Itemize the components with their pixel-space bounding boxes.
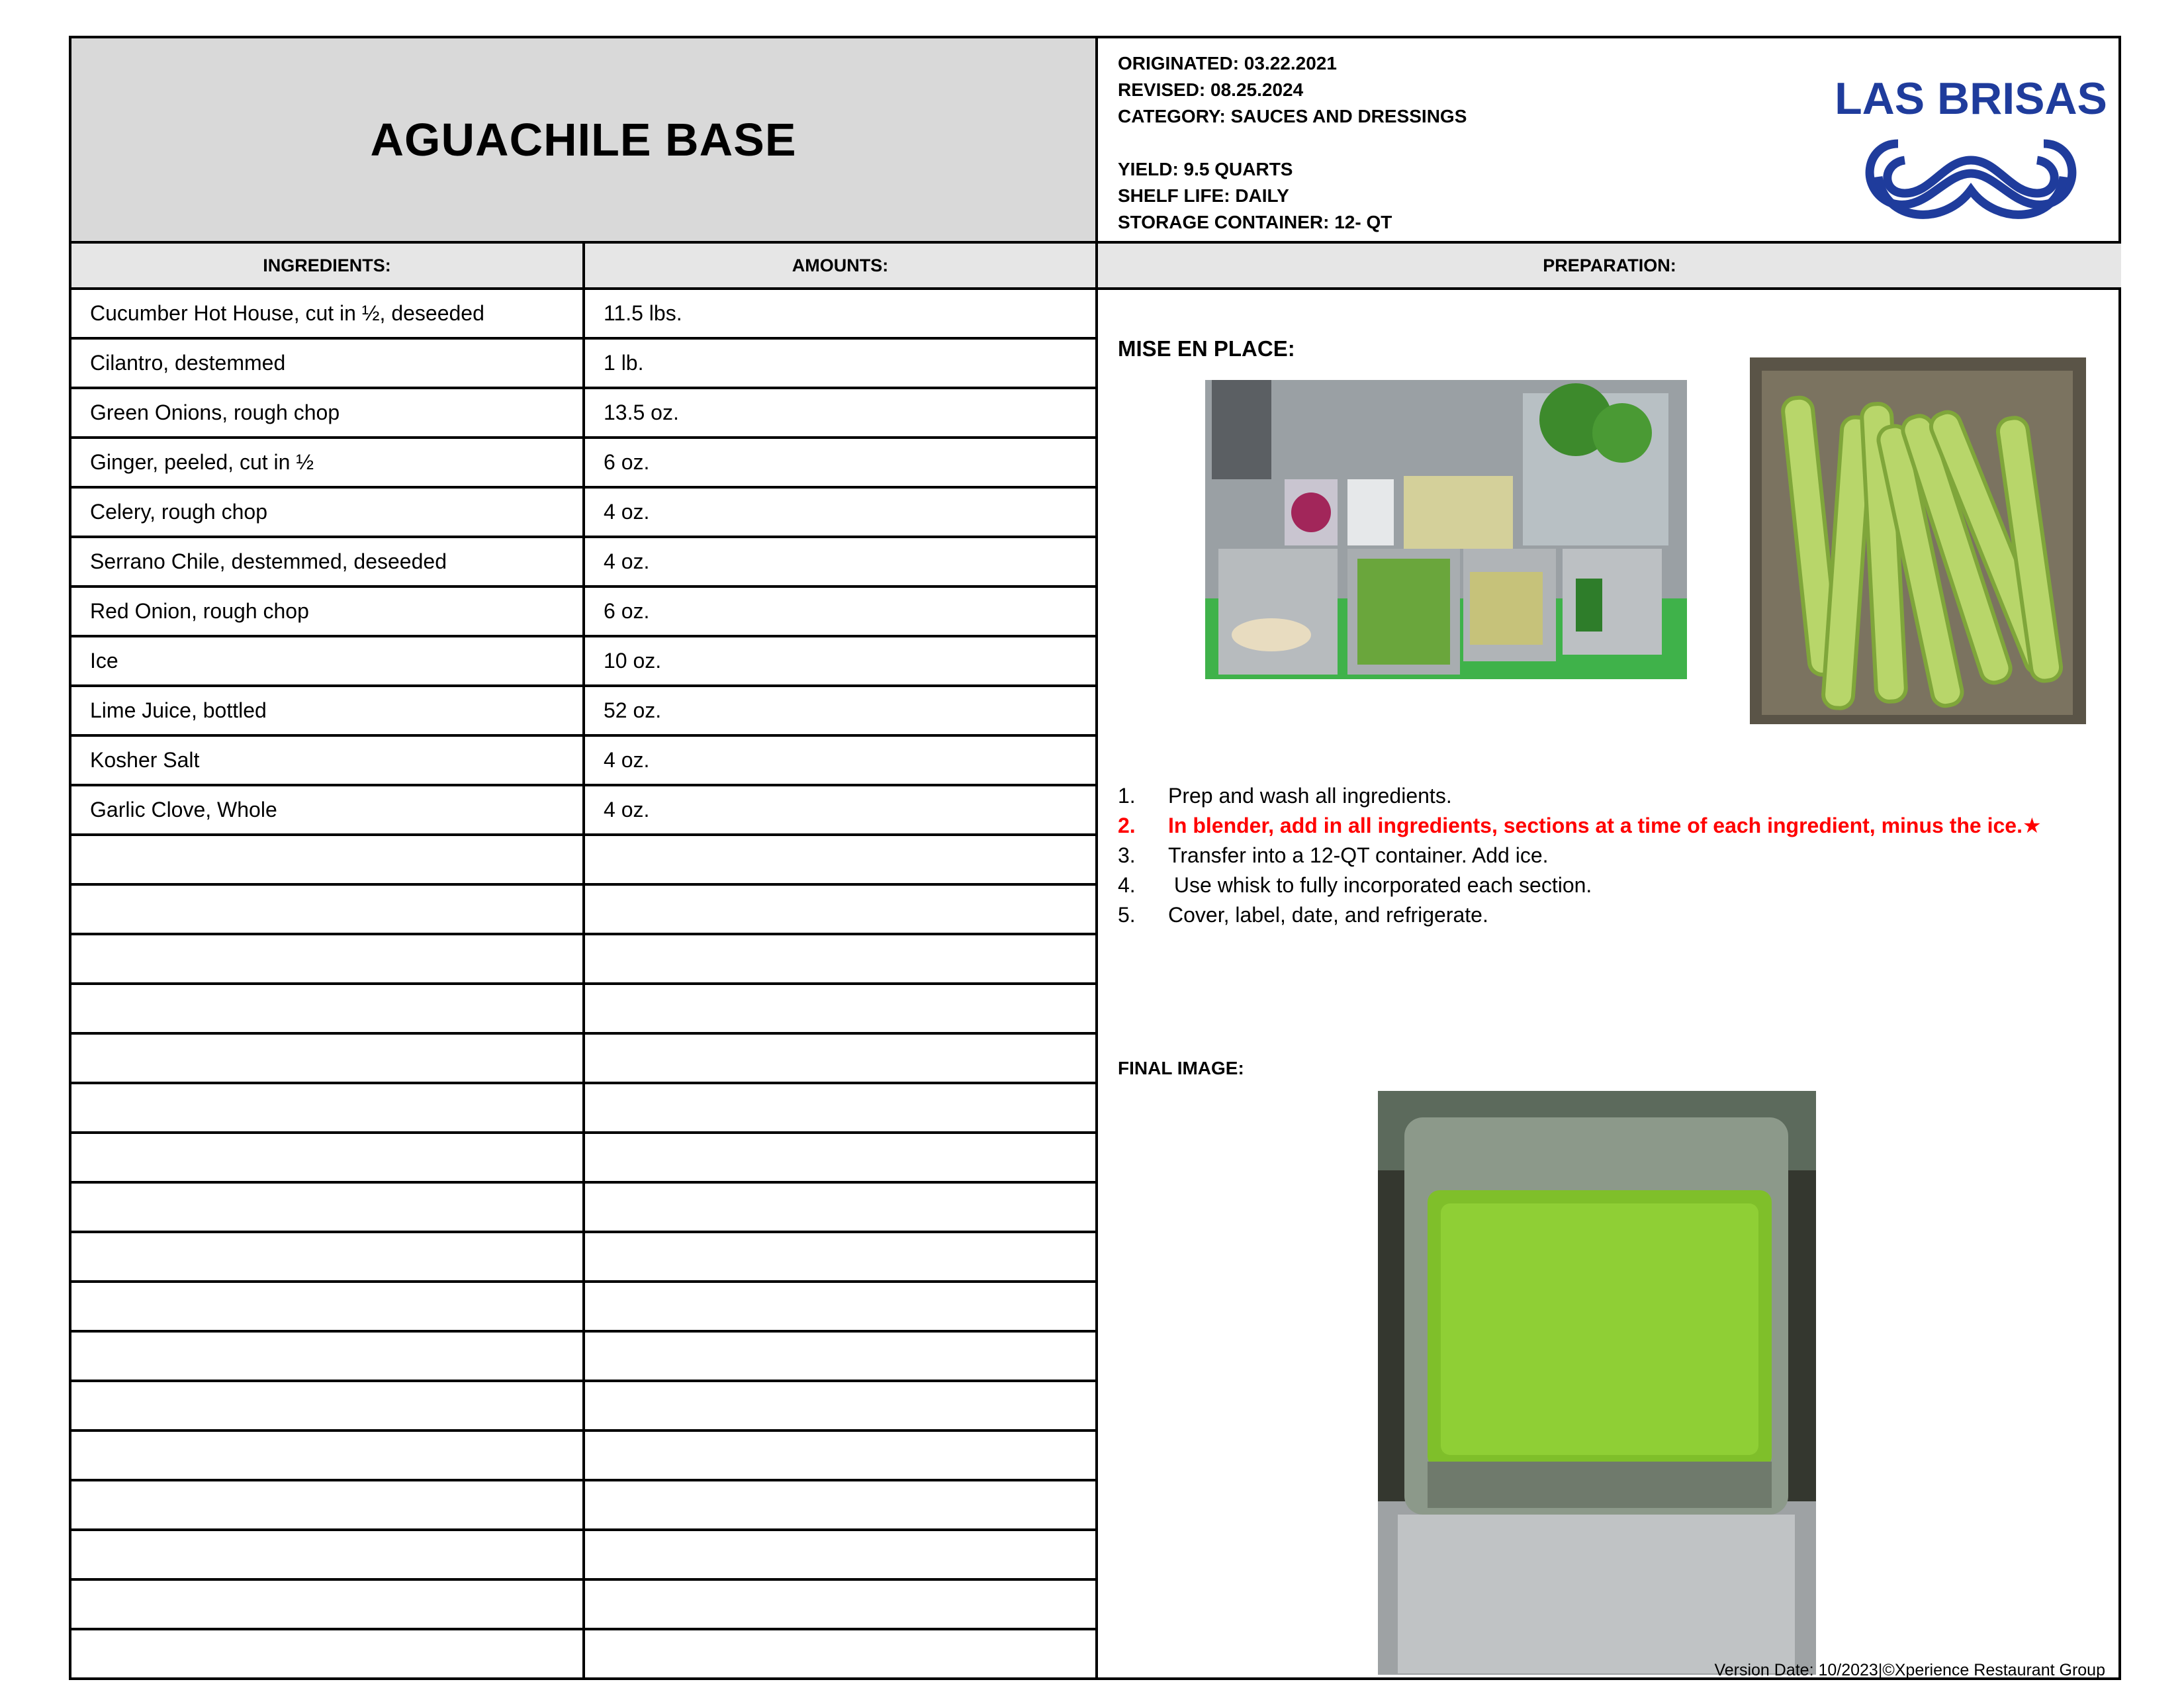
preparation-step xyxy=(1118,781,2042,811)
step-text: Transfer into a 12-QT container. Add ice. xyxy=(1168,843,1549,867)
title-area xyxy=(71,38,1098,244)
las-brisas-logo xyxy=(1835,68,2107,233)
preparation-area xyxy=(1098,290,2121,1680)
ingredient-amount xyxy=(585,1630,1098,1677)
ingredient-amount: 10 oz. xyxy=(585,637,1098,684)
table-row xyxy=(71,489,1098,538)
table-row xyxy=(71,1432,1098,1481)
preparation-step xyxy=(1118,811,2042,841)
ingredient-amount xyxy=(585,886,1098,933)
ingredient-name: Ginger, peeled, cut in ½ xyxy=(71,439,585,486)
amounts-header: AMOUNTS: xyxy=(585,244,1098,290)
ingredient-name xyxy=(71,1382,585,1429)
ingredient-amount xyxy=(585,1035,1098,1082)
table-row xyxy=(71,1531,1098,1581)
originated-date: ORIGINATED: 03.22.2021 xyxy=(1118,53,1337,73)
mise-en-place-label: MISE EN PLACE: xyxy=(1118,336,1295,361)
ingredient-name: Serrano Chile, destemmed, deseeded xyxy=(71,538,585,585)
table-row xyxy=(71,1233,1098,1283)
table-row xyxy=(71,1481,1098,1531)
ingredient-amount: 4 oz. xyxy=(585,489,1098,536)
table-row xyxy=(71,836,1098,886)
step-number: 4. xyxy=(1118,873,1136,897)
recipe-sheet xyxy=(69,36,2121,1680)
ingredient-name: Kosher Salt xyxy=(71,737,585,784)
table-row xyxy=(71,985,1098,1035)
step-text: Prep and wash all ingredients. xyxy=(1168,784,1452,808)
ingredient-amount xyxy=(585,1581,1098,1628)
ingredient-amount: 6 oz. xyxy=(585,439,1098,486)
table-row xyxy=(71,538,1098,588)
step-number: 2. xyxy=(1118,814,1136,837)
ingredient-amount xyxy=(585,1481,1098,1528)
ingredient-name: Ice xyxy=(71,637,585,684)
ingredient-name xyxy=(71,1233,585,1280)
table-row xyxy=(71,439,1098,489)
ingredient-amount: 52 oz. xyxy=(585,687,1098,734)
ingredient-name xyxy=(71,1283,585,1330)
ingredient-amount: 6 oz. xyxy=(585,588,1098,635)
step-text: Cover, label, date, and refrigerate. xyxy=(1168,903,1488,927)
ingredient-name xyxy=(71,886,585,933)
ingredient-amount xyxy=(585,1233,1098,1280)
ingredient-amount xyxy=(585,1531,1098,1578)
ingredient-name xyxy=(71,1581,585,1628)
cucumber-photo xyxy=(1750,357,2086,724)
ingredient-name xyxy=(71,1184,585,1231)
ingredient-amount xyxy=(585,1333,1098,1380)
table-row xyxy=(71,687,1098,737)
table-row xyxy=(71,886,1098,935)
ingredient-name xyxy=(71,1035,585,1082)
ingredient-amount xyxy=(585,1283,1098,1330)
preparation-steps xyxy=(1118,781,2042,930)
ingredient-amount: 4 oz. xyxy=(585,737,1098,784)
ingredient-name: Celery, rough chop xyxy=(71,489,585,536)
ingredient-name xyxy=(71,1630,585,1677)
ingredient-name: Garlic Clove, Whole xyxy=(71,786,585,833)
category: CATEGORY: SAUCES AND DRESSINGS xyxy=(1118,106,1467,126)
ingredient-name xyxy=(71,1432,585,1479)
storage-container: STORAGE CONTAINER: 12- QT xyxy=(1118,212,1392,232)
preparation-step xyxy=(1118,841,2042,870)
yield: YIELD: 9.5 QUARTS xyxy=(1118,159,1293,179)
final-image-photo xyxy=(1378,1091,1816,1675)
preparation-step xyxy=(1118,900,2042,930)
version-footer: Version Date: 10/2023|©Xperience Restaurant Group xyxy=(1714,1661,2105,1679)
ingredients-header: INGREDIENTS: xyxy=(71,244,585,290)
ingredient-amount xyxy=(585,1432,1098,1479)
table-row xyxy=(71,1382,1098,1432)
table-row xyxy=(71,340,1098,389)
ingredient-amount: 13.5 oz. xyxy=(585,389,1098,436)
ingredient-name xyxy=(71,836,585,883)
table-row xyxy=(71,290,1098,340)
final-image-label: FINAL IMAGE: xyxy=(1118,1058,1244,1078)
ingredient-amount xyxy=(585,985,1098,1032)
table-row xyxy=(71,588,1098,637)
step-number: 1. xyxy=(1118,784,1136,808)
ingredient-name xyxy=(71,935,585,982)
table-row xyxy=(71,1084,1098,1134)
ingredient-amount xyxy=(585,1084,1098,1131)
ingredient-amount: 4 oz. xyxy=(585,786,1098,833)
ingredient-name: Red Onion, rough chop xyxy=(71,588,585,635)
table-row xyxy=(71,1184,1098,1233)
table-row xyxy=(71,1630,1098,1680)
ingredient-name xyxy=(71,1481,585,1528)
ingredient-amount xyxy=(585,1134,1098,1181)
table-row xyxy=(71,1134,1098,1184)
table-row xyxy=(71,1581,1098,1630)
ingredient-name xyxy=(71,1084,585,1131)
step-text: Use whisk to fully incorporated each section. xyxy=(1168,873,1592,897)
table-row xyxy=(71,389,1098,439)
ingredient-name: Cilantro, destemmed xyxy=(71,340,585,387)
ingredient-amount: 4 oz. xyxy=(585,538,1098,585)
table-row xyxy=(71,637,1098,687)
ingredient-name: Cucumber Hot House, cut in ½, deseeded xyxy=(71,290,585,337)
revised-date: REVISED: 08.25.2024 xyxy=(1118,79,1304,100)
ingredient-amount xyxy=(585,1184,1098,1231)
preparation-step xyxy=(1118,870,2042,900)
table-row xyxy=(71,1283,1098,1333)
table-row xyxy=(71,1333,1098,1382)
ingredient-name xyxy=(71,1333,585,1380)
step-text: In blender, add in all ingredients, sections at a time of each ingredient, minus the ice.★ xyxy=(1168,814,2042,837)
shelf-life: SHELF LIFE: DAILY xyxy=(1118,185,1289,206)
ingredient-name xyxy=(71,1134,585,1181)
ingredient-amount: 11.5 lbs. xyxy=(585,290,1098,337)
step-number: 3. xyxy=(1118,843,1136,867)
table-row xyxy=(71,737,1098,786)
ingredient-amount xyxy=(585,836,1098,883)
step-number: 5. xyxy=(1118,903,1136,927)
table-row xyxy=(71,786,1098,836)
table-row xyxy=(71,935,1098,985)
recipe-meta xyxy=(1118,50,1467,236)
meta-area xyxy=(1098,38,2121,244)
mise-en-place-photo xyxy=(1205,380,1687,679)
preparation-header: PREPARATION: xyxy=(1098,244,2121,290)
ingredient-name: Green Onions, rough chop xyxy=(71,389,585,436)
table-row xyxy=(71,1035,1098,1084)
ingredient-amount: 1 lb. xyxy=(585,340,1098,387)
logo-text: LAS BRISAS xyxy=(1835,73,2107,124)
ingredient-amount xyxy=(585,935,1098,982)
ingredient-name: Lime Juice, bottled xyxy=(71,687,585,734)
ingredient-amount xyxy=(585,1382,1098,1429)
recipe-title: AGUACHILE BASE xyxy=(370,114,797,165)
ingredient-name xyxy=(71,985,585,1032)
ingredient-name xyxy=(71,1531,585,1578)
